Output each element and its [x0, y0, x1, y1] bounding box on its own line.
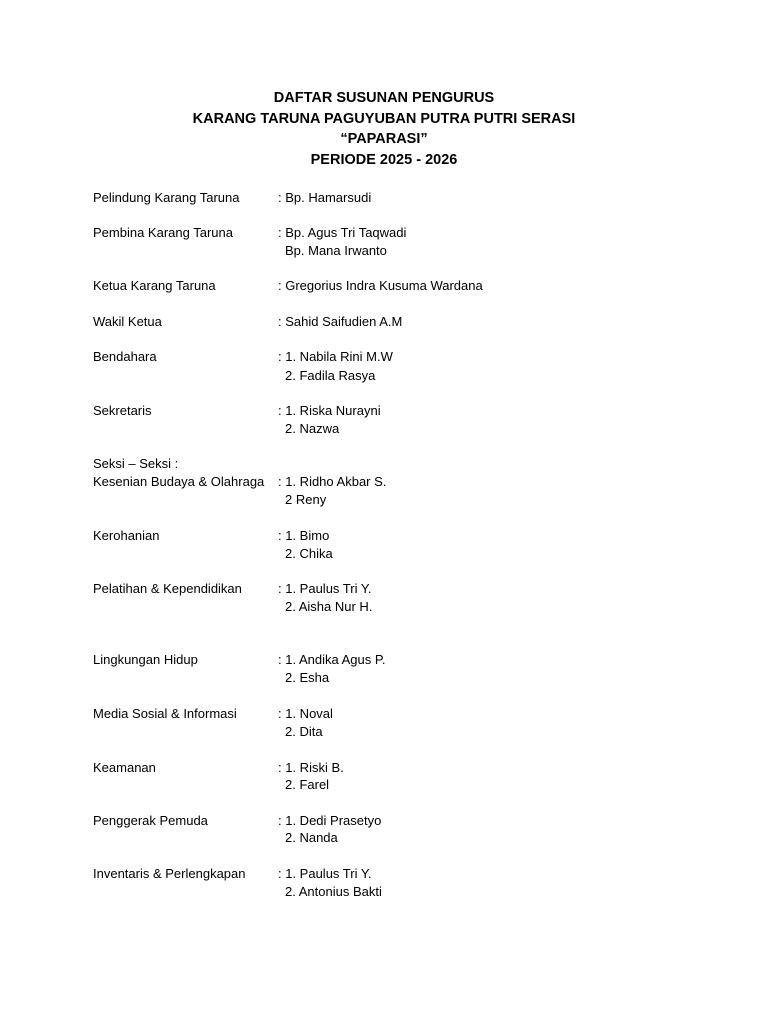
entry-pelindung	[0, 189, 768, 207]
entry-value: 2. Nanda	[285, 830, 338, 845]
section-heading	[0, 455, 768, 473]
entry-label: Sekretaris	[93, 403, 152, 418]
entry-pelatihan-continued	[0, 598, 768, 616]
entry-ketua	[0, 277, 768, 295]
entry-kerohanian	[0, 527, 768, 545]
entry-pembina-continued	[0, 242, 768, 260]
entry-label: Keamanan	[93, 760, 156, 775]
entry-value: 2. Farel	[285, 777, 330, 792]
seksi-heading: Seksi – Seksi :	[93, 456, 179, 471]
entry-value: : 1. Riski B.	[278, 760, 344, 775]
entry-label: Ketua Karang Taruna	[93, 278, 216, 293]
entry-value: 2. Esha	[285, 670, 330, 685]
entry-value: : 1. Paulus Tri Y.	[278, 581, 372, 596]
entry-value: 2 Reny	[285, 492, 327, 507]
document-title: DAFTAR SUSUNAN PENGURUS	[273, 90, 495, 106]
entry-value: : 1. Riska Nurayni	[278, 403, 381, 418]
entry-penggerak-pemuda	[0, 812, 768, 830]
entry-lingkungan-hidup	[0, 651, 768, 669]
entry-kerohanian-continued	[0, 545, 768, 563]
entry-value: : Bp. Agus Tri Taqwadi	[278, 225, 407, 240]
entry-value: : Sahid Saifudien A.M	[278, 314, 403, 329]
entry-value: : Gregorius Indra Kusuma Wardana	[278, 278, 483, 293]
entry-label: Kesenian Budaya & Olahraga	[93, 474, 265, 489]
entry-value: 2. Nazwa	[285, 421, 340, 436]
entry-value: 2. Chika	[285, 546, 333, 561]
entry-keamanan	[0, 759, 768, 777]
entry-media-sosial	[0, 705, 768, 723]
entry-label: Penggerak Pemuda	[93, 813, 208, 828]
entry-label: Media Sosial & Informasi	[93, 706, 237, 721]
entry-sekretaris-continued	[0, 420, 768, 438]
entry-value: : 1. Bimo	[278, 528, 330, 543]
entry-inventaris	[0, 865, 768, 883]
entry-value: : 1. Paulus Tri Y.	[278, 866, 372, 881]
organization-name: KARANG TARUNA PAGUYUBAN PUTRA PUTRI SERASI	[192, 111, 576, 127]
period-heading: PERIODE 2025 - 2026	[310, 152, 458, 168]
entry-label: Pembina Karang Taruna	[93, 225, 233, 240]
entry-keamanan-continued	[0, 776, 768, 794]
entry-penggerak-pemuda-continued	[0, 829, 768, 847]
entry-value: : 1. Dedi Prasetyo	[278, 813, 382, 828]
organization-nickname: “PAPARASI”	[340, 131, 428, 147]
entry-label: Inventaris & Perlengkapan	[93, 866, 246, 881]
entry-wakil-ketua	[0, 313, 768, 331]
entry-label: Pelindung Karang Taruna	[93, 190, 240, 205]
entry-value: : Bp. Hamarsudi	[278, 190, 372, 205]
entry-kesenian-continued	[0, 491, 768, 509]
entry-value: : 1. Noval	[278, 706, 333, 721]
entry-inventaris-continued	[0, 883, 768, 901]
entry-label: Bendahara	[93, 349, 157, 364]
entry-value: : 1. Nabila Rini M.W	[278, 349, 393, 364]
entry-pembina	[0, 224, 768, 242]
entry-value: 2. Dita	[285, 724, 323, 739]
entry-label: Kerohanian	[93, 528, 160, 543]
entry-sekretaris	[0, 402, 768, 420]
entry-media-sosial-continued	[0, 723, 768, 741]
entry-value: 2. Fadila Rasya	[285, 368, 376, 383]
entry-value: : 1. Ridho Akbar S.	[278, 474, 387, 489]
entry-value: 2. Aisha Nur H.	[285, 599, 373, 614]
entry-label: Pelatihan & Kependidikan	[93, 581, 242, 596]
entry-value: 2. Antonius Bakti	[285, 884, 382, 899]
entry-lingkungan-hidup-continued	[0, 669, 768, 687]
entry-bendahara	[0, 348, 768, 366]
entry-pelatihan	[0, 580, 768, 598]
entry-kesenian	[0, 473, 768, 491]
entry-label: Lingkungan Hidup	[93, 652, 198, 667]
entry-label: Wakil Ketua	[93, 314, 162, 329]
entry-value: Bp. Mana Irwanto	[285, 243, 387, 258]
entry-bendahara-continued	[0, 367, 768, 385]
entry-value: : 1. Andika Agus P.	[278, 652, 386, 667]
